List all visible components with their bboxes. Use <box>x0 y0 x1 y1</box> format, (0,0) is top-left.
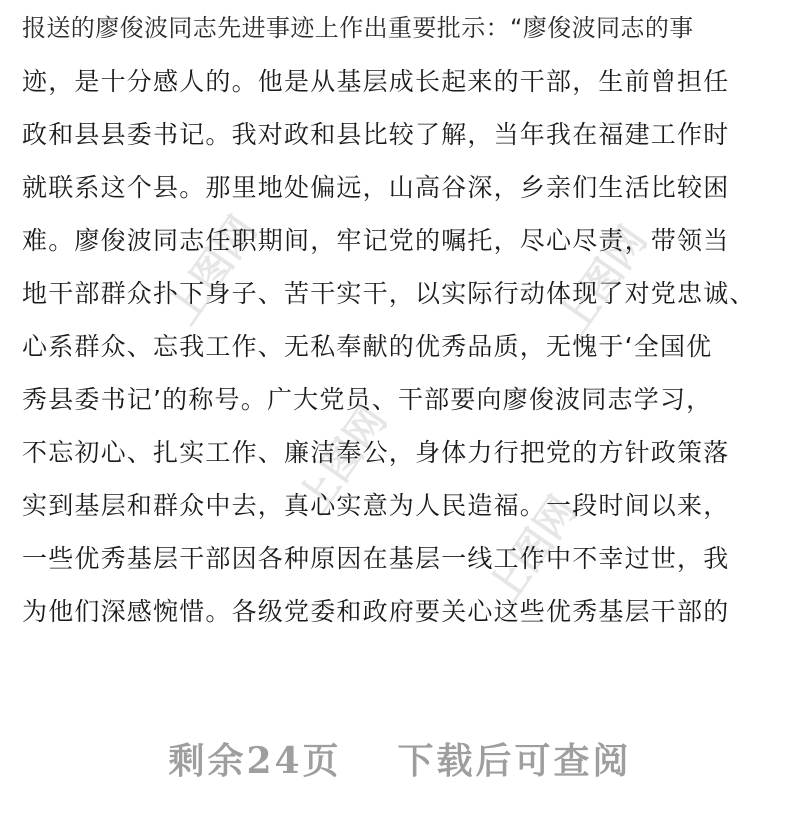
text-line: 迹，是十分感人的。他是从基层成长起来的干部，生前曾担任 <box>22 67 730 96</box>
text-line: 一些优秀基层干部因各种原因在基层一线工作中不幸过世，我 <box>22 544 730 573</box>
text-line: 难。廖俊波同志任职期间，牢记党的嘱托，尽心尽责，带领当 <box>22 226 730 255</box>
download-to-view-label[interactable]: 下载后可查阅 <box>397 739 632 782</box>
text-line: 秀县委书记’的称号。广大党员、干部要向廖俊波同志学习， <box>22 385 713 414</box>
text-line: 地干部群众扑下身子、苦干实干，以实际行动体现了对党忠诚、 <box>22 279 756 308</box>
text-line: 心系群众、忘我工作、无私奉献的优秀品质，无愧于‘全国优 <box>22 332 713 361</box>
text-line: 为他们深感惋惜。各级党委和政府要关心这些优秀基层干部的 <box>22 597 730 626</box>
watermark: 上图网 <box>549 218 657 343</box>
watermark: 上图网 <box>289 398 397 523</box>
text-line: 报送的廖俊波同志先进事迹上作出重要批示：“廖俊波同志的事 <box>22 14 694 42</box>
text-line: 就联系这个县。那里地处偏远，山高谷深，乡亲们生活比较困 <box>22 173 730 202</box>
document-body <box>22 2 792 638</box>
watermark: 上图网 <box>479 488 587 613</box>
text-line: 政和县县委书记。我对政和县比较了解，当年我在福建工作时 <box>22 120 730 149</box>
text-line: 实到基层和群众中去，真心实意为人民造福。一段时间以来， <box>22 491 730 520</box>
text-line: 不忘初心、扎实工作、廉洁奉公，身体力行把党的方针政策落 <box>22 438 730 467</box>
download-prompt[interactable] <box>0 728 800 788</box>
watermark: 上图网 <box>159 208 267 333</box>
remaining-pages-label: 剩余24页 <box>168 739 342 782</box>
